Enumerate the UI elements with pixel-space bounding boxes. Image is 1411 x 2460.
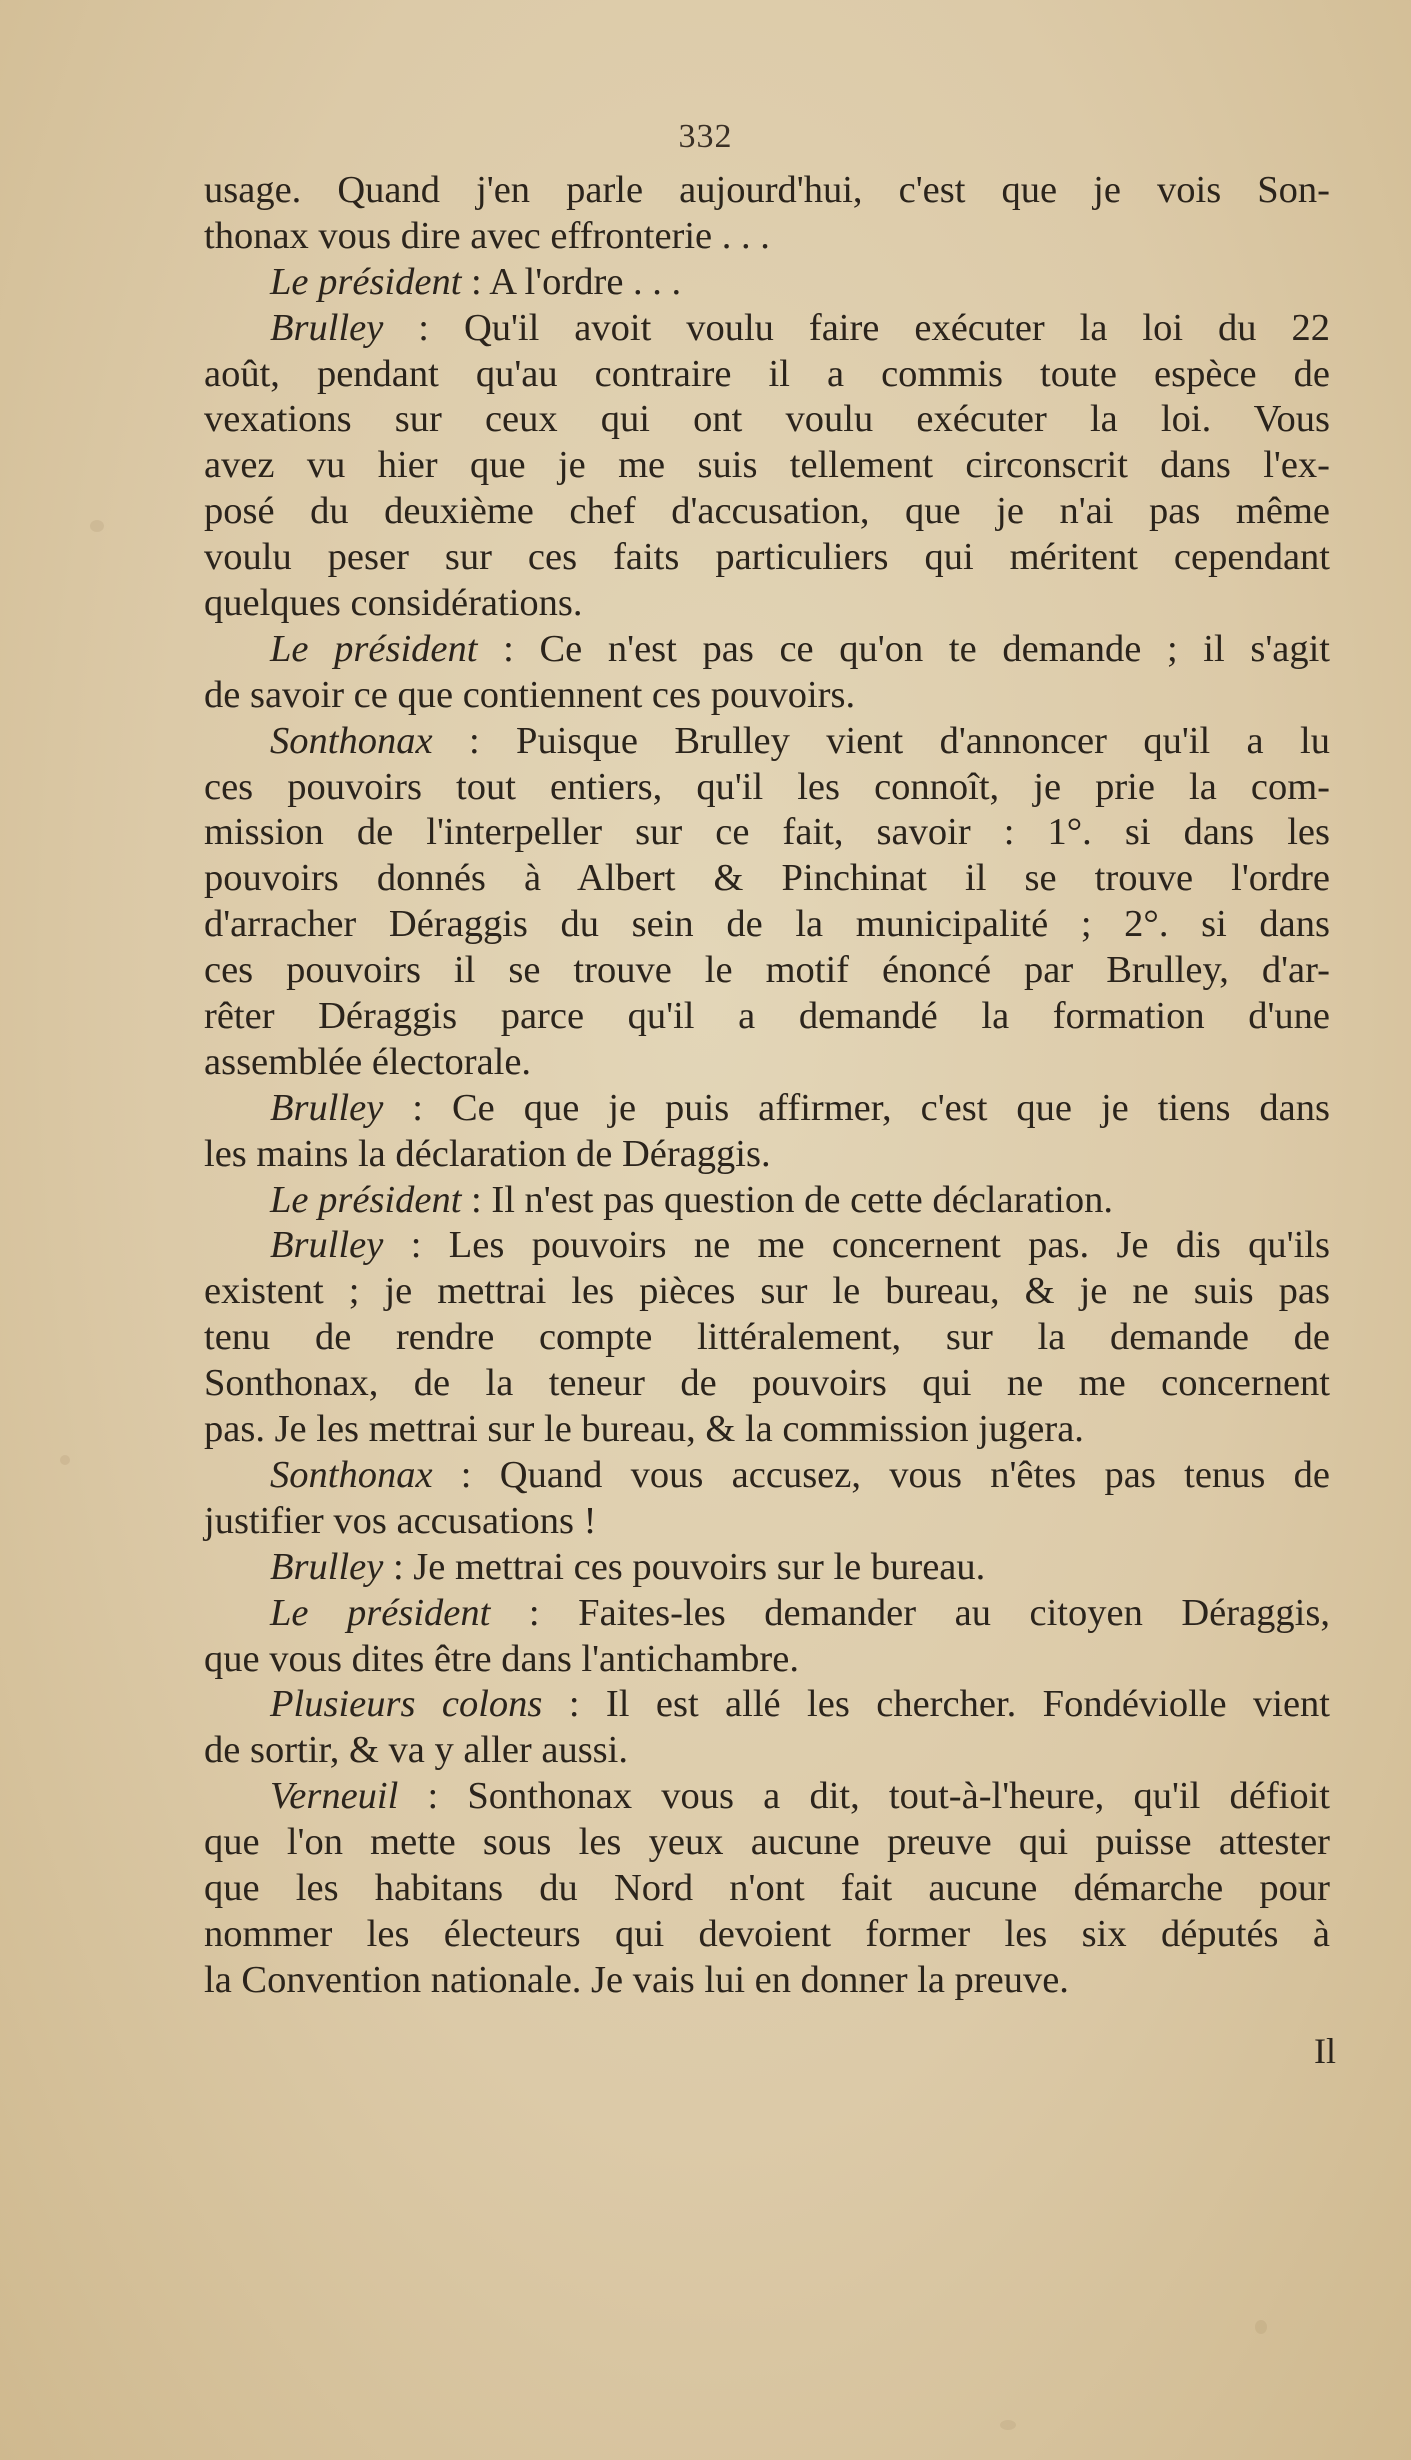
body-text [204,168,1330,2004]
text-line [204,1178,1330,1224]
speaker-name: Verneuil [270,1775,399,1818]
text-line [204,1591,1330,1637]
text-line [204,168,1330,214]
text-line [204,994,1330,1040]
line-text: vexations sur ceux qui ont voulu exécuter la loi. Vous [204,398,1330,441]
text-line [204,443,1330,489]
paper-stain [1255,2320,1267,2334]
line-text: : Sonthonax vous a dit, tout-à-l'heure, qu'il défioit [398,1775,1330,1818]
line-text: ces pouvoirs tout entiers, qu'il les connoît, je prie la com- [204,765,1330,808]
line-text: Sonthonax, de la teneur de pouvoirs qui ne me concernent [204,1362,1330,1405]
line-text: : Quand vous accusez, vous n'êtes pas tenus de [432,1453,1330,1496]
text-line [204,1912,1330,1958]
speaker-name: Brulley [270,1545,384,1588]
line-text: : Il n'est pas question de cette déclaration. [461,1178,1114,1221]
line-text: mission de l'interpeller sur ce fait, savoir : 1°. si dans les [204,811,1330,854]
paper-stain [90,520,104,532]
line-text: août, pendant qu'au contraire il a commis toute espèce de [204,352,1330,395]
catchword: Il [1314,2031,1336,2071]
speaker-name: Le président [270,260,462,303]
text-line [204,948,1330,994]
speaker-name: Plusieurs colons [270,1683,543,1726]
text-line [204,1315,1330,1361]
text-line [204,856,1330,902]
speaker-name: Le président [270,1591,491,1634]
line-text: : Les pouvoirs ne me concernent pas. Je dis qu'ils [383,1224,1330,1267]
text-line [204,306,1330,352]
text-line [204,1499,1330,1545]
line-text: que l'on mette sous les yeux aucune preuve qui puisse attester [204,1821,1330,1864]
line-text: assemblée électorale. [204,1040,532,1083]
line-text: que vous dites être dans l'antichambre. [204,1637,799,1680]
line-text: nommer les électeurs qui devoient former les six députés à [204,1912,1330,1955]
speaker-name: Le président [270,627,478,670]
line-text: la Convention nationale. Je vais lui en donner la preuve. [204,1958,1069,2001]
text-line [204,1223,1330,1269]
line-text: : Faites-les demander au citoyen Déraggis, [490,1591,1330,1634]
text-line [204,1269,1330,1315]
line-text: justifier vos accusations ! [204,1499,597,1542]
line-text: voulu peser sur ces faits particuliers qui méritent cependant [204,536,1330,579]
speaker-name: Sonthonax [270,1453,433,1496]
text-line [204,260,1330,306]
text-line [204,627,1330,673]
text-line [204,1545,1330,1591]
line-text: que les habitans du Nord n'ont fait aucune démarche pour [204,1866,1330,1909]
text-line [204,1728,1330,1774]
line-text: : Je mettrai ces pouvoirs sur le bureau. [383,1545,986,1588]
line-text: de savoir ce que contiennent ces pouvoirs. [204,673,856,716]
text-line [204,397,1330,443]
text-line [204,719,1330,765]
paper-stain [60,1455,70,1465]
line-text: tenu de rendre compte littéralement, sur la demande de [204,1316,1330,1359]
line-text: posé du deuxième chef d'accusation, que je n'ai pas même [204,490,1330,533]
text-line [204,1682,1330,1728]
line-text: : Ce n'est pas ce qu'on te demande ; il s'agit [477,627,1330,670]
text-line [204,1040,1330,1086]
paper-stain [1000,2420,1016,2430]
speaker-name: Brulley [270,306,384,349]
speaker-name: Brulley [270,1086,384,1129]
speaker-name: Sonthonax [270,719,433,762]
text-line [204,1820,1330,1866]
line-text: thonax vous dire avec effronterie . . . [204,214,770,257]
text-line [204,1866,1330,1912]
text-line [204,1637,1330,1683]
line-text: : A l'ordre . . . [461,260,682,303]
text-line [204,765,1330,811]
text-line [204,214,1330,260]
line-text: : Qu'il avoit voulu faire exécuter la loi du 22 [383,306,1330,349]
text-line [204,1132,1330,1178]
text-line [204,489,1330,535]
line-text: : Ce que je puis affirmer, c'est que je tiens dans [383,1086,1330,1129]
page-number: 332 [678,118,733,155]
text-line [204,1453,1330,1499]
text-line [204,581,1330,627]
line-text: usage. Quand j'en parle aujourd'hui, c'est que je vois Son- [204,169,1330,211]
text-line [204,1361,1330,1407]
line-text: : Puisque Brulley vient d'annoncer qu'il a lu [432,719,1330,762]
text-line [204,535,1330,581]
speaker-name: Le président [270,1178,462,1221]
text-line [204,902,1330,948]
line-text: pouvoirs donnés à Albert & Pinchinat il se trouve l'ordre [204,857,1330,900]
line-text: existent ; je mettrai les pièces sur le bureau, & je ne suis pas [204,1270,1330,1313]
text-line [204,1407,1330,1453]
text-line [204,1774,1330,1820]
text-line [204,352,1330,398]
speaker-name: Brulley [270,1224,384,1267]
line-text: de sortir, & va y aller aussi. [204,1729,628,1772]
text-line [204,810,1330,856]
line-text: rêter Déraggis parce qu'il a demandé la formation d'une [204,995,1330,1038]
text-line [204,1958,1330,2004]
line-text: avez vu hier que je me suis tellement circonscrit dans l'ex- [204,444,1330,487]
text-line [204,673,1330,719]
text-line [204,1086,1330,1132]
line-text: quelques considérations. [204,582,583,625]
line-text: pas. Je les mettrai sur le bureau, & la commission jugera. [204,1408,1084,1451]
line-text: les mains la déclaration de Déraggis. [204,1132,771,1175]
line-text: d'arracher Déraggis du sein de la municipalité ; 2°. si dans [204,903,1330,946]
line-text: ces pouvoirs il se trouve le motif énoncé par Brulley, d'ar- [204,949,1330,992]
line-text: : Il est allé les chercher. Fondéviolle vient [542,1683,1330,1726]
